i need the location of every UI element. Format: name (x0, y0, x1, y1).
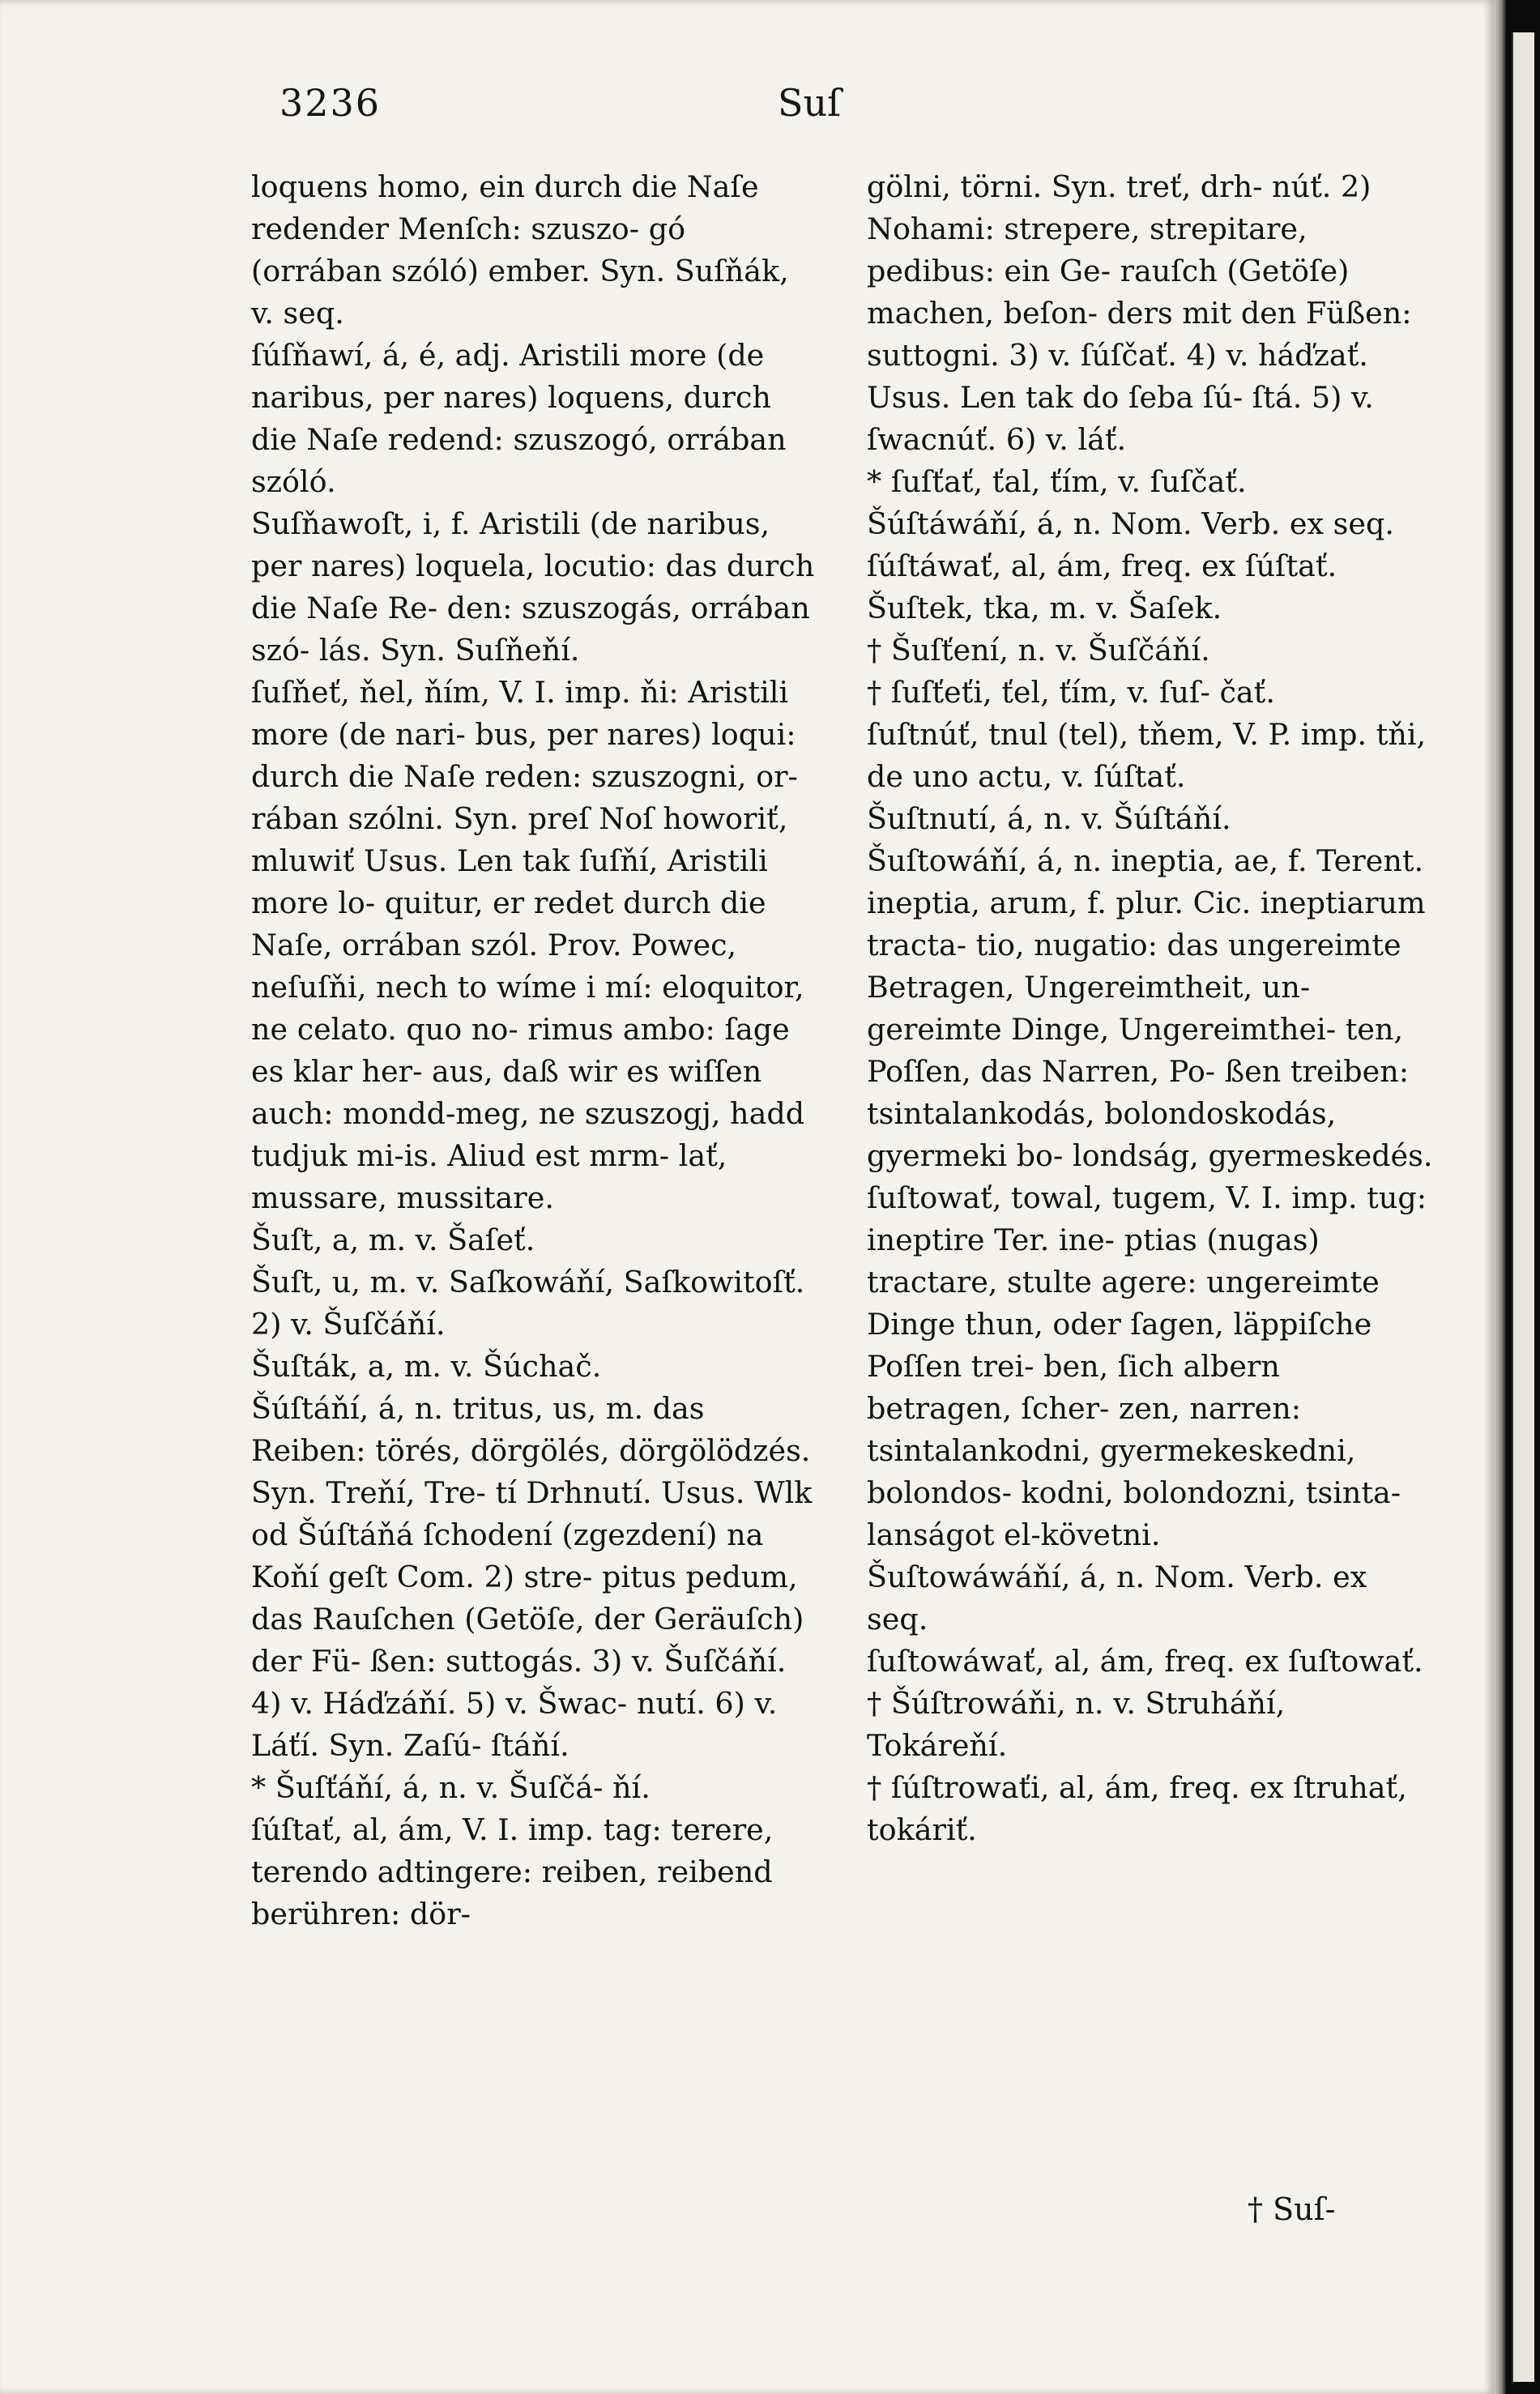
entry: Šuſtowáňí, á, n. ineptia, ae, f. Terent. ineptia, arum, f. plur. Cic. ineptiarum tracta- tio, nugatio: das ungereimte Betragen, Ungereimtheit, un- gereimte Dinge, Ungereimthei- ten, Poſſen, das Narren, Po- ßen treiben: tsintalankodás, bolondoskodás, gyermeki bo- londság, gyermeskedés. (867, 843, 1433, 1173)
entry: Šuſtek, tka, m. v. Šaſek. (867, 591, 1222, 625)
next-page-edge (1512, 32, 1534, 2382)
entry: Šuſt, u, m. v. Saſkowáňí, Saſkowitoſť. 2) v. Šuſčáňí. (251, 1265, 805, 1342)
entry: ſuſtnúť, tnul (tel), tňem, V. P. imp. tňi, de uno actu, v. ſúſtať. (867, 717, 1427, 794)
entry: † Šuſťení, n. v. Šuſčáňí. (867, 633, 1210, 668)
entry: ſúſtáwať, al, ám, freq. ex ſúſtať. (867, 548, 1337, 583)
entry: † ſúſtrowaťi, al, ám, freq. ex ſtruhať, tokáriť. (867, 1770, 1407, 1847)
entry: ſúſňawí, á, é, adj. Aristili more (de naribus, per nares) loquens, durch die Naſe redend: szuszogó, orrában szóló. (251, 338, 787, 499)
running-head: Suſ (778, 81, 842, 125)
page-header (0, 81, 1495, 138)
entry: ſuſtowať, towal, tugem, V. I. imp. tug: ineptire Ter. ine- ptias (nugas) tractare, stulte agere: ungereimte Dinge thun, oder ſagen, läppiſche Poſſen trei- ben, ſich albern betragen, ſcher- zen, narren: tsintalankodni, gyermekeskedni, bolondos- kodni, bolondozni, tsinta- lanságot el-követni. (867, 1180, 1427, 1552)
right-column (867, 166, 1434, 1851)
left-column (251, 166, 818, 1935)
entry: † Šúſtrowáňi, n. v. Struháňí, Tokáreňí. (867, 1686, 1286, 1763)
entry: loquens homo, ein durch die Naſe redender Menſch: szuszo- gó (orrában szóló) ember. Syn. Suſňák, v. seq. (251, 169, 789, 331)
page-edge (1495, 0, 1506, 2394)
entry: Šuſt, a, m. v. Šaſeť. (251, 1223, 535, 1257)
entry: ſúſtať, al, ám, V. I. imp. tag: terere, terendo adtingere: reiben, reibend berühren: dör- (251, 1812, 774, 1931)
catchword: † Suſ- (1248, 2191, 1336, 2227)
entry: Šuſtnutí, á, n. v. Šúſtáňí. (867, 801, 1231, 836)
entry: gölni, törni. Syn. treť, drh- núť. 2) Nohami: strepere, strepitare, pedibus: ein Ge- rauſch (Getöſe) machen, beſon- ders mit den Füßen: suttogni. 3) v. ſúſčať. 4) v. háďzať. Usus. Len tak do ſeba ſú- ſtá. 5) v. ſwacnúť. 6) v. láť. (867, 169, 1412, 457)
entry: Šuſták, a, m. v. Šúchač. (251, 1349, 602, 1384)
entry: * Šuſťáňí, á, n. v. Šuſčá- ňí. (251, 1770, 651, 1805)
entry: ſuſtowáwať, al, ám, freq. ex ſuſtowať. (867, 1644, 1423, 1679)
entry: Šuſtowáwáňí, á, n. Nom. Verb. ex seq. (867, 1560, 1367, 1637)
entry: ſuſňeť, ňel, ňím, V. I. imp. ňi: Aristili more (de nari- bus, per nares) loqui: durch die Naſe reden: szuszogni, or- rában szólni. Syn. preſ Noſ howoriť, mluwiť Usus. Len tak ſuſňí, Aristili more lo- quitur, er redet durch die Naſe, orrában szól. Prov. Powec, neſuſňi, nech to wíme i mí: eloquitor, ne celato. quo no- rimus ambo: ſage es klar her- aus, daß wir es wiſſen auch: mondd-meg, ne szuszogj, hadd tudjuk mi-is. Aliud est mrm- lať, mussare, mussitare. (251, 675, 805, 1215)
entry: * ſuſťať, ťal, ťím, v. ſuſčať. (867, 464, 1247, 499)
entry: † ſuſťeťi, ťel, ťím, v. ſuſ- čať. (867, 675, 1275, 710)
entry: Suſňawoſt, i, f. Aristili (de naribus, per nares) loquela, locutio: das durch die Naſe Re- den: szuszogás, orrában szó- lás. Syn. Suſňeňí. (251, 506, 815, 668)
page-number: 3236 (279, 81, 382, 125)
entry: Šúſtáwáňí, á, n. Nom. Verb. ex seq. (867, 506, 1394, 541)
entry: Šúſtáňí, á, n. tritus, us, m. das Reiben: törés, dörgölés, dörgölödzés. Syn. Treňí, Tre- tí Drhnutí. Usus. Wlk od Šúſtáňá ſchodení (zgezdení) na Koňí geſt Com. 2) stre- pitus pedum, das Rauſchen (Getöſe, der Geräuſch) der Fü- ßen: suttogás. 3) v. Šuſčáňí. 4) v. Háďzáňí. 5) v. Šwac- nutí. 6) v. Láťí. Syn. Zaſú- ſtáňí. (251, 1391, 813, 1763)
